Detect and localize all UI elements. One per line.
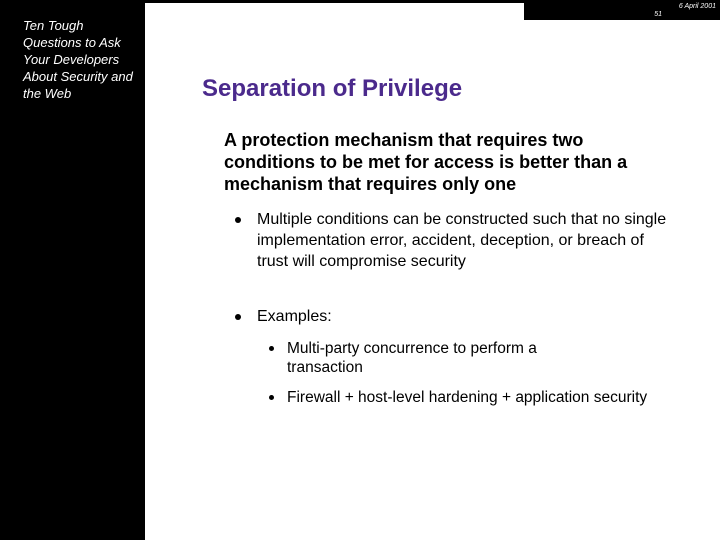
sub-bullet-text: Multi-party concurrence to perform a transaction bbox=[287, 340, 537, 376]
bullet-text: Examples: bbox=[257, 308, 332, 325]
slide-number: 51 bbox=[654, 11, 662, 18]
sub-bullet-item bbox=[269, 388, 669, 407]
sidebar bbox=[0, 0, 145, 540]
slide-title: Separation of Privilege bbox=[202, 75, 463, 102]
sub-bullet-item bbox=[269, 339, 669, 377]
bullet-text: Multiple conditions can be constructed such that no single implementation error, accident, deception, or breach of trust will compromise security bbox=[257, 211, 667, 270]
bullet-item bbox=[235, 306, 675, 327]
bullet-item bbox=[235, 209, 675, 272]
sub-bullet-text: Firewall + host-level hardening + application security bbox=[287, 389, 648, 406]
bullet-dot-icon bbox=[269, 395, 274, 400]
main-point: A protection mechanism that requires two conditions to be met for access is better than a mechanism that requires only one bbox=[224, 130, 628, 194]
bullet-dot-icon bbox=[235, 314, 241, 320]
slide-date: 6 April 2001 bbox=[678, 3, 716, 10]
header-bar bbox=[524, 0, 720, 20]
bullet-dot-icon bbox=[269, 346, 274, 351]
bullet-dot-icon bbox=[235, 217, 241, 223]
presentation-title: Ten Tough Questions to Ask Your Developers About Security and the Web bbox=[23, 18, 133, 101]
